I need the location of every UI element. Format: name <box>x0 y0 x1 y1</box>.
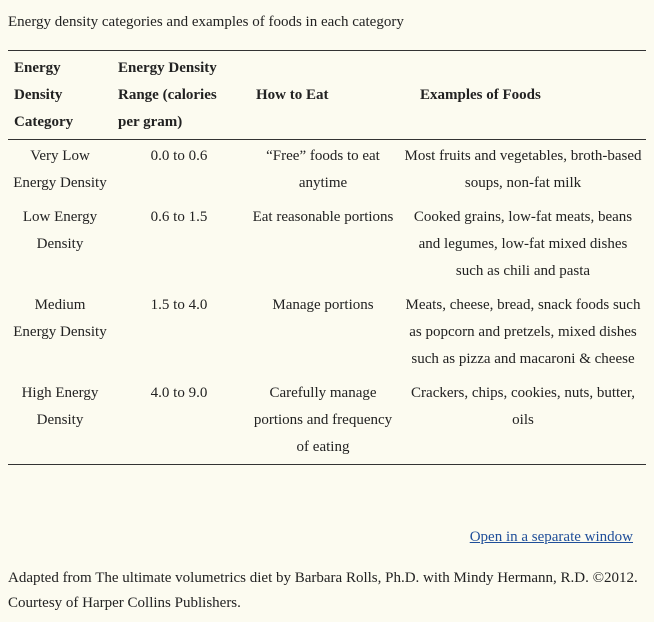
cell-how-to-eat: Carefully manage portions and frequency of eating <box>253 385 393 455</box>
table-row <box>8 140 646 201</box>
header-examples: Examples of Foods <box>420 87 541 103</box>
link-row <box>470 526 633 548</box>
cell-how-to-eat: Eat reasonable portions <box>252 209 394 225</box>
table-header <box>8 51 646 140</box>
cell-range: 1.5 to 4.0 <box>150 297 208 313</box>
table-body <box>8 140 646 465</box>
header-row <box>8 51 646 140</box>
cell-category: Medium Energy Density <box>13 297 107 340</box>
header-category: Energy Density Category <box>14 60 74 130</box>
cell-examples: Most fruits and vegetables, broth-based soups, non-fat milk <box>404 148 642 191</box>
cell-range: 4.0 to 9.0 <box>150 385 208 401</box>
table-container <box>8 50 646 465</box>
header-how-to-eat: How to Eat <box>256 87 329 103</box>
table-row <box>8 376 646 465</box>
table-row <box>8 288 646 376</box>
cell-category: Very Low Energy Density <box>13 148 107 191</box>
table-caption: Energy density categories and examples of foods in each category <box>8 14 404 30</box>
table-footnote: Adapted from The ultimate volumetrics diet by Barbara Rolls, Ph.D. with Mindy Hermann, R.D. ©2012. Courtesy of Harper Collins Publishers. <box>8 570 638 611</box>
energy-density-table <box>8 50 646 465</box>
cell-how-to-eat: Manage portions <box>272 297 374 313</box>
cell-how-to-eat: “Free” foods to eat anytime <box>266 148 380 191</box>
header-range: Energy Density Range (calories per gram) <box>118 60 217 130</box>
cell-range: 0.6 to 1.5 <box>150 209 208 225</box>
table-row <box>8 200 646 288</box>
cell-examples: Cooked grains, low-fat meats, beans and legumes, low-fat mixed dishes such as chili and pasta <box>413 209 633 279</box>
open-separate-window-link[interactable]: Open in a separate window <box>469 529 633 545</box>
cell-category: Low Energy Density <box>22 209 98 252</box>
cell-examples: Crackers, chips, cookies, nuts, butter, oils <box>411 385 635 428</box>
cell-category: High Energy Density <box>21 385 99 428</box>
cell-examples: Meats, cheese, bread, snack foods such as popcorn and pretzels, mixed dishes such as pizza and macaroni & cheese <box>405 297 641 367</box>
cell-range: 0.0 to 0.6 <box>150 148 208 164</box>
